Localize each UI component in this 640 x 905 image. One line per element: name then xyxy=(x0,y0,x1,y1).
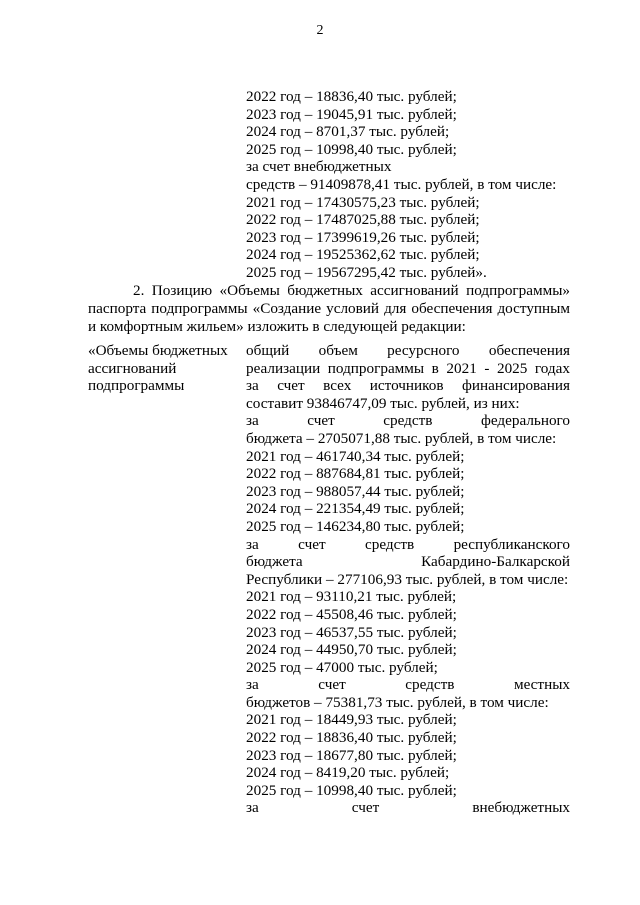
table-value-line: 2021 год – 18449,93 тыс. рублей; xyxy=(246,711,457,729)
table-value-line: 2021 год – 461740,34 тыс. рублей; xyxy=(246,447,465,465)
table-value-column xyxy=(246,342,570,817)
continuation-line: 2022 год – 17487025,88 тыс. рублей; xyxy=(246,211,480,229)
table-value-line: за счет средств федерального xyxy=(246,412,570,430)
continuation-line: за счет внебюджетных xyxy=(246,158,392,176)
table-value-line: за счет внебюджетных xyxy=(246,799,570,817)
table-value-line: 2022 год – 45508,46 тыс. рублей; xyxy=(246,605,457,623)
table-value-line: реализации подпрограммы в 2021 - 2025 годах xyxy=(246,359,570,377)
paragraph-line: и комфортным жильем» изложить в следующей редакции: xyxy=(88,317,466,335)
continuation-block xyxy=(246,88,576,282)
table-value-line: Республики – 277106,93 тыс. рублей, в том числе: xyxy=(246,570,569,588)
table-value-line: 2022 год – 18836,40 тыс. рублей; xyxy=(246,729,457,747)
continuation-line: 2025 год – 10998,40 тыс. рублей; xyxy=(246,140,457,158)
table-label-line: ассигнований xyxy=(88,359,177,377)
table-label-line: подпрограммы xyxy=(88,377,185,395)
continuation-line: 2022 год – 18836,40 тыс. рублей; xyxy=(246,88,457,105)
continuation-line: 2023 год – 17399619,26 тыс. рублей; xyxy=(246,228,480,246)
table-value-line: 2025 год – 10998,40 тыс. рублей; xyxy=(246,781,457,799)
table-value-line: 2025 год – 47000 тыс. рублей; xyxy=(246,658,438,676)
paragraph-line: паспорта подпрограммы «Создание условий для обеспечения доступным xyxy=(88,299,570,317)
table-value-line: 2022 год – 887684,81 тыс. рублей; xyxy=(246,465,465,483)
table-value-line: 2023 год – 988057,44 тыс. рублей; xyxy=(246,482,465,500)
table-value-line: бюджетов – 75381,73 тыс. рублей, в том числе: xyxy=(246,693,549,711)
table-label-column xyxy=(88,342,238,395)
page-number: 2 xyxy=(316,23,324,38)
amendment-paragraph xyxy=(88,282,570,335)
continuation-line: 2023 год – 19045,91 тыс. рублей; xyxy=(246,105,457,123)
table-label-line: «Объемы бюджетных xyxy=(88,342,228,359)
table-value-line: общий объем ресурсного обеспечения xyxy=(246,342,570,359)
table-value-line: за счет средств республиканского xyxy=(246,535,570,553)
table-value-line: составит 93846747,09 тыс. рублей, из них: xyxy=(246,394,520,412)
table-value-line: 2024 год – 44950,70 тыс. рублей; xyxy=(246,641,457,659)
table-value-line: за счет всех источников финансирования xyxy=(246,377,570,395)
continuation-line: средств – 91409878,41 тыс. рублей, в том числе: xyxy=(246,175,557,193)
table-value-line: бюджета – 2705071,88 тыс. рублей, в том числе: xyxy=(246,429,557,447)
continuation-line: 2024 год – 19525362,62 тыс. рублей; xyxy=(246,246,480,264)
continuation-line: 2021 год – 17430575,23 тыс. рублей; xyxy=(246,193,480,211)
table-value-line: 2025 год – 146234,80 тыс. рублей; xyxy=(246,517,465,535)
table-value-line: 2024 год – 221354,49 тыс. рублей; xyxy=(246,500,465,518)
paragraph-line: 2. Позицию «Объемы бюджетных ассигнований подпрограммы» xyxy=(133,282,570,299)
table-value-line: 2024 год – 8419,20 тыс. рублей; xyxy=(246,764,450,782)
table-value-line: 2023 год – 46537,55 тыс. рублей; xyxy=(246,623,457,641)
table-value-line: 2023 год – 18677,80 тыс. рублей; xyxy=(246,746,457,764)
table-value-line: бюджета Кабардино-Балкарской xyxy=(246,553,570,571)
continuation-line: 2025 год – 19567295,42 тыс. рублей». xyxy=(246,263,487,281)
table-value-line: 2021 год – 93110,21 тыс. рублей; xyxy=(246,588,457,606)
table-value-line: за счет средств местных xyxy=(246,676,570,694)
continuation-line: 2024 год – 8701,37 тыс. рублей; xyxy=(246,123,450,141)
